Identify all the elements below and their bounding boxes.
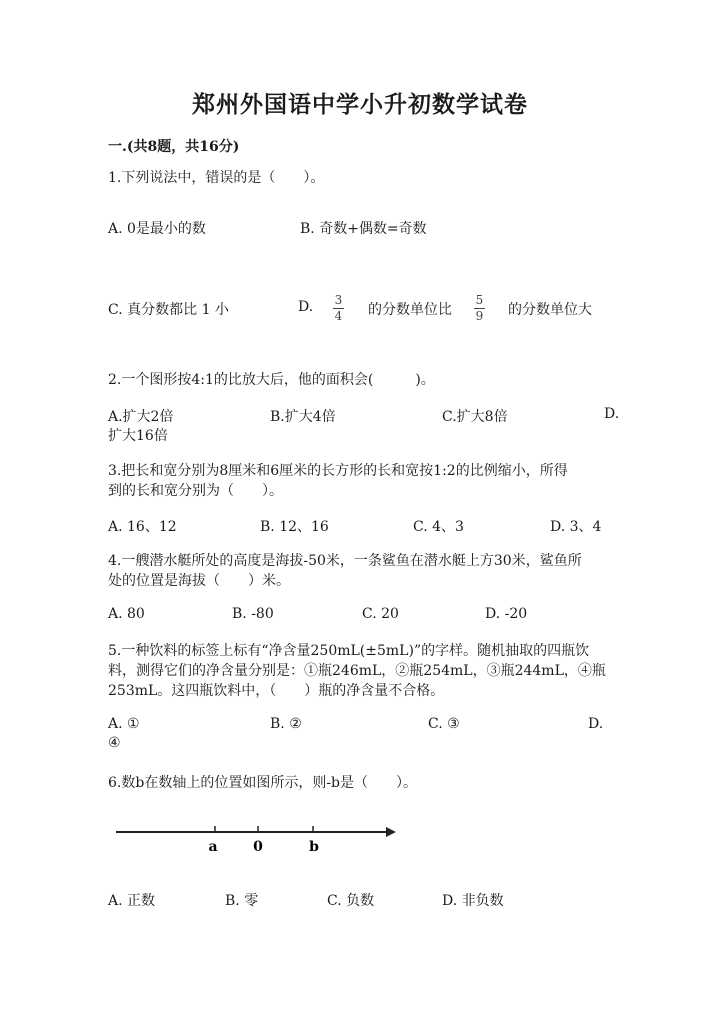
question-3-option-c: C. 4、3 <box>413 519 464 535</box>
question-5-stem-line-3: 253mL。这四瓶饮料中，（ ）瓶的净含量不合格。 <box>108 683 445 699</box>
question-3-stem-line-1: 3.把长和宽分别为8厘米和6厘米的长方形的长和宽按1:2的比例缩小，所得 <box>108 463 568 479</box>
question-5-option-d-label: D. <box>588 716 604 732</box>
question-1-option-d-middle: 的分数单位比 <box>368 302 452 318</box>
question-5-stem-line-1: 5.一种饮料的标签上标有“净含量250mL(±5mL)”的字样。随机抽取的四瓶饮 <box>108 643 590 659</box>
question-2-option-d-label: D. <box>604 406 620 422</box>
question-1-option-d-label: D. <box>298 299 314 315</box>
question-3-option-b: B. 12、16 <box>260 519 329 535</box>
question-3-option-a: A. 16、12 <box>108 519 177 535</box>
label-a: a <box>208 839 218 855</box>
question-2-stem: 2.一个图形按4:1的比放大后，他的面积会( )。 <box>108 372 435 388</box>
question-2-option-d-text: 扩大16倍 <box>108 428 168 444</box>
question-4-stem-line-1: 4.一艘潜水艇所处的高度是海拔-50米，一条鲨鱼在潜水艇上方30米，鲨鱼所 <box>108 553 582 569</box>
question-2-option-b: B.扩大4倍 <box>270 409 336 425</box>
question-2-option-a: A.扩大2倍 <box>108 409 174 425</box>
page-title: 郑州外国语中学小升初数学试卷 <box>192 91 528 118</box>
label-b: b <box>309 839 319 855</box>
question-3-stem-line-2: 到的长和宽分别为（ ）。 <box>108 483 283 499</box>
question-6-option-b: B. 零 <box>225 893 259 909</box>
fraction-numerator: 3 <box>334 293 343 307</box>
section-heading: 一.(共8题，共16分) <box>108 139 240 155</box>
number-line-arrow-icon <box>386 827 396 837</box>
fraction-3-4 <box>333 294 344 323</box>
question-6-stem: 6.数b在数轴上的位置如图所示，则-b是（ ）。 <box>108 775 418 791</box>
fraction-denominator: 9 <box>475 309 484 323</box>
question-1-option-d-end: 的分数单位大 <box>508 302 592 318</box>
question-5-stem-line-2: 料，测得它们的净含量分别是：①瓶246mL，②瓶254mL，③瓶244mL，④瓶 <box>108 663 606 679</box>
fraction-numerator: 5 <box>475 293 484 307</box>
fraction-denominator: 4 <box>334 309 343 323</box>
question-5-option-a: A. ① <box>108 716 140 732</box>
question-4-option-d: D. -20 <box>485 606 528 622</box>
question-1-option-c: C. 真分数都比 1 小 <box>108 302 229 318</box>
question-5-option-c: C. ③ <box>428 716 460 732</box>
question-4-stem-line-2: 处的位置是海拔（ ）米。 <box>108 573 290 589</box>
label-zero: 0 <box>253 839 263 855</box>
question-6-option-c: C. 负数 <box>327 893 375 909</box>
question-6-option-a: A. 正数 <box>108 893 156 909</box>
question-5-option-b: B. ② <box>270 716 302 732</box>
question-6-option-d: D. 非负数 <box>442 893 504 909</box>
question-4-option-b: B. -80 <box>232 606 274 622</box>
question-1-option-a: A. 0是最小的数 <box>108 221 206 237</box>
question-1-option-b: B. 奇数+偶数=奇数 <box>300 221 427 237</box>
question-2-option-c: C.扩大8倍 <box>442 409 508 425</box>
question-3-option-d: D. 3、4 <box>550 519 602 535</box>
number-line-diagram <box>110 818 400 858</box>
question-1-stem: 1.下列说法中，错误的是（ ）。 <box>108 170 325 186</box>
question-4-option-a: A. 80 <box>108 606 145 622</box>
question-4-option-c: C. 20 <box>362 606 399 622</box>
question-5-option-d-text: ④ <box>108 735 121 751</box>
fraction-5-9 <box>474 294 485 323</box>
